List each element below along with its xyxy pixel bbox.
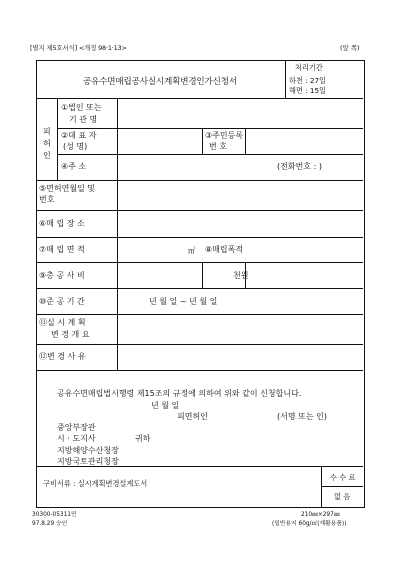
applicant-group-label: 허 bbox=[43, 139, 51, 148]
area-unit: ㎡ bbox=[188, 246, 196, 255]
phone-number-field: (전화번호 : ) bbox=[277, 162, 322, 171]
form-number: [별지 제5호서식] <개정 98·1·13> bbox=[30, 44, 127, 52]
cost-unit: 천원 bbox=[233, 271, 249, 280]
representative-label: (성 명) bbox=[63, 142, 88, 151]
signer-label: 피면허인 bbox=[177, 412, 208, 421]
address-label: ④주 소 bbox=[61, 162, 87, 171]
form-code: 30300-05311민 bbox=[32, 512, 77, 518]
application-form bbox=[36, 60, 365, 508]
addressee: 시 · 도지사 bbox=[57, 434, 96, 443]
plan-change-label: 변 경 개 요 bbox=[51, 330, 90, 339]
rrn-divider bbox=[245, 128, 246, 154]
corp-name-label: 기 관 명 bbox=[69, 115, 98, 124]
reclamation-area-label: ⑦매 립 면 적 bbox=[39, 245, 85, 254]
form-title: 공유수면매립공사실시계획변경인가신청서 bbox=[83, 77, 237, 87]
applicant-group-label: 피 bbox=[43, 127, 51, 136]
fee-value: 없 음 bbox=[334, 492, 351, 501]
label-column-divider bbox=[117, 98, 118, 370]
reclamation-width-label: ⑧매립폭적 bbox=[205, 245, 244, 254]
representative-label: ②대 표 자 bbox=[61, 131, 97, 140]
signature-note: (서명 또는 인) bbox=[277, 412, 327, 421]
processing-period-sea: 해면 : 15일 bbox=[289, 86, 326, 95]
processing-period-label: 처리기간 bbox=[295, 63, 323, 72]
group-divider bbox=[57, 98, 58, 180]
plan-change-label: ⑪실 시 계 획 bbox=[39, 318, 86, 327]
resident-number-label: 번 호 bbox=[209, 142, 227, 151]
applicant-group-label: 인 bbox=[43, 151, 51, 160]
paper-size: 210㎜×297㎜ bbox=[301, 512, 340, 518]
page-side-label: (앞 쪽) bbox=[340, 44, 360, 52]
row-divider bbox=[37, 237, 363, 238]
row-divider bbox=[37, 262, 363, 263]
total-cost-label: ⑨총 공 사 비 bbox=[39, 271, 85, 280]
required-documents: 구비서류 : 실시계획변경설계도서 bbox=[43, 479, 148, 488]
row-divider bbox=[37, 344, 363, 345]
license-date-label: 번호 bbox=[39, 195, 55, 204]
row-divider bbox=[37, 314, 363, 315]
row-divider bbox=[37, 370, 363, 371]
title-divider bbox=[37, 98, 363, 99]
completion-period-value: 년 월 일 ~ 년 월 일 bbox=[149, 297, 218, 306]
change-reason-label: ⑫변 경 사 유 bbox=[39, 352, 86, 361]
fee-column-divider bbox=[321, 466, 322, 508]
addressee: 중앙부장관 bbox=[57, 423, 96, 432]
resident-number-label: ③주민등록 bbox=[205, 131, 244, 140]
statement-text: 공유수면매립법시행령 제15조의 규정에 의하여 위와 같이 신청합니다. bbox=[57, 389, 302, 398]
license-date-label: ⑤면허연월일 및 bbox=[39, 184, 96, 193]
row-divider bbox=[57, 128, 363, 129]
approval-date: 97.8.29 승인 bbox=[32, 521, 68, 527]
addressee: 지방해양수산청장 bbox=[57, 446, 119, 455]
row-divider bbox=[57, 154, 363, 155]
statement-date: 년 월 일 bbox=[151, 401, 180, 410]
width-divider bbox=[202, 262, 203, 288]
row-divider bbox=[37, 210, 363, 211]
paper-type: (일반용지 60g/㎡(재활용품)) bbox=[272, 521, 347, 527]
processing-period-river: 하천 : 27일 bbox=[289, 76, 326, 85]
fee-label: 수 수 료 bbox=[330, 473, 356, 482]
fee-divider bbox=[321, 486, 363, 487]
row-divider bbox=[37, 180, 363, 181]
title-divider-v bbox=[285, 61, 286, 98]
rrn-divider bbox=[202, 128, 203, 154]
reclamation-location-label: ⑥매 립 장 소 bbox=[39, 219, 85, 228]
row-divider bbox=[37, 288, 363, 289]
corp-name-label: ①법인 또는 bbox=[61, 103, 102, 112]
completion-period-label: ⑩준 공 기 간 bbox=[39, 297, 85, 306]
honorific: 귀하 bbox=[135, 434, 151, 443]
addressee: 지방국토관리청장 bbox=[57, 457, 119, 466]
